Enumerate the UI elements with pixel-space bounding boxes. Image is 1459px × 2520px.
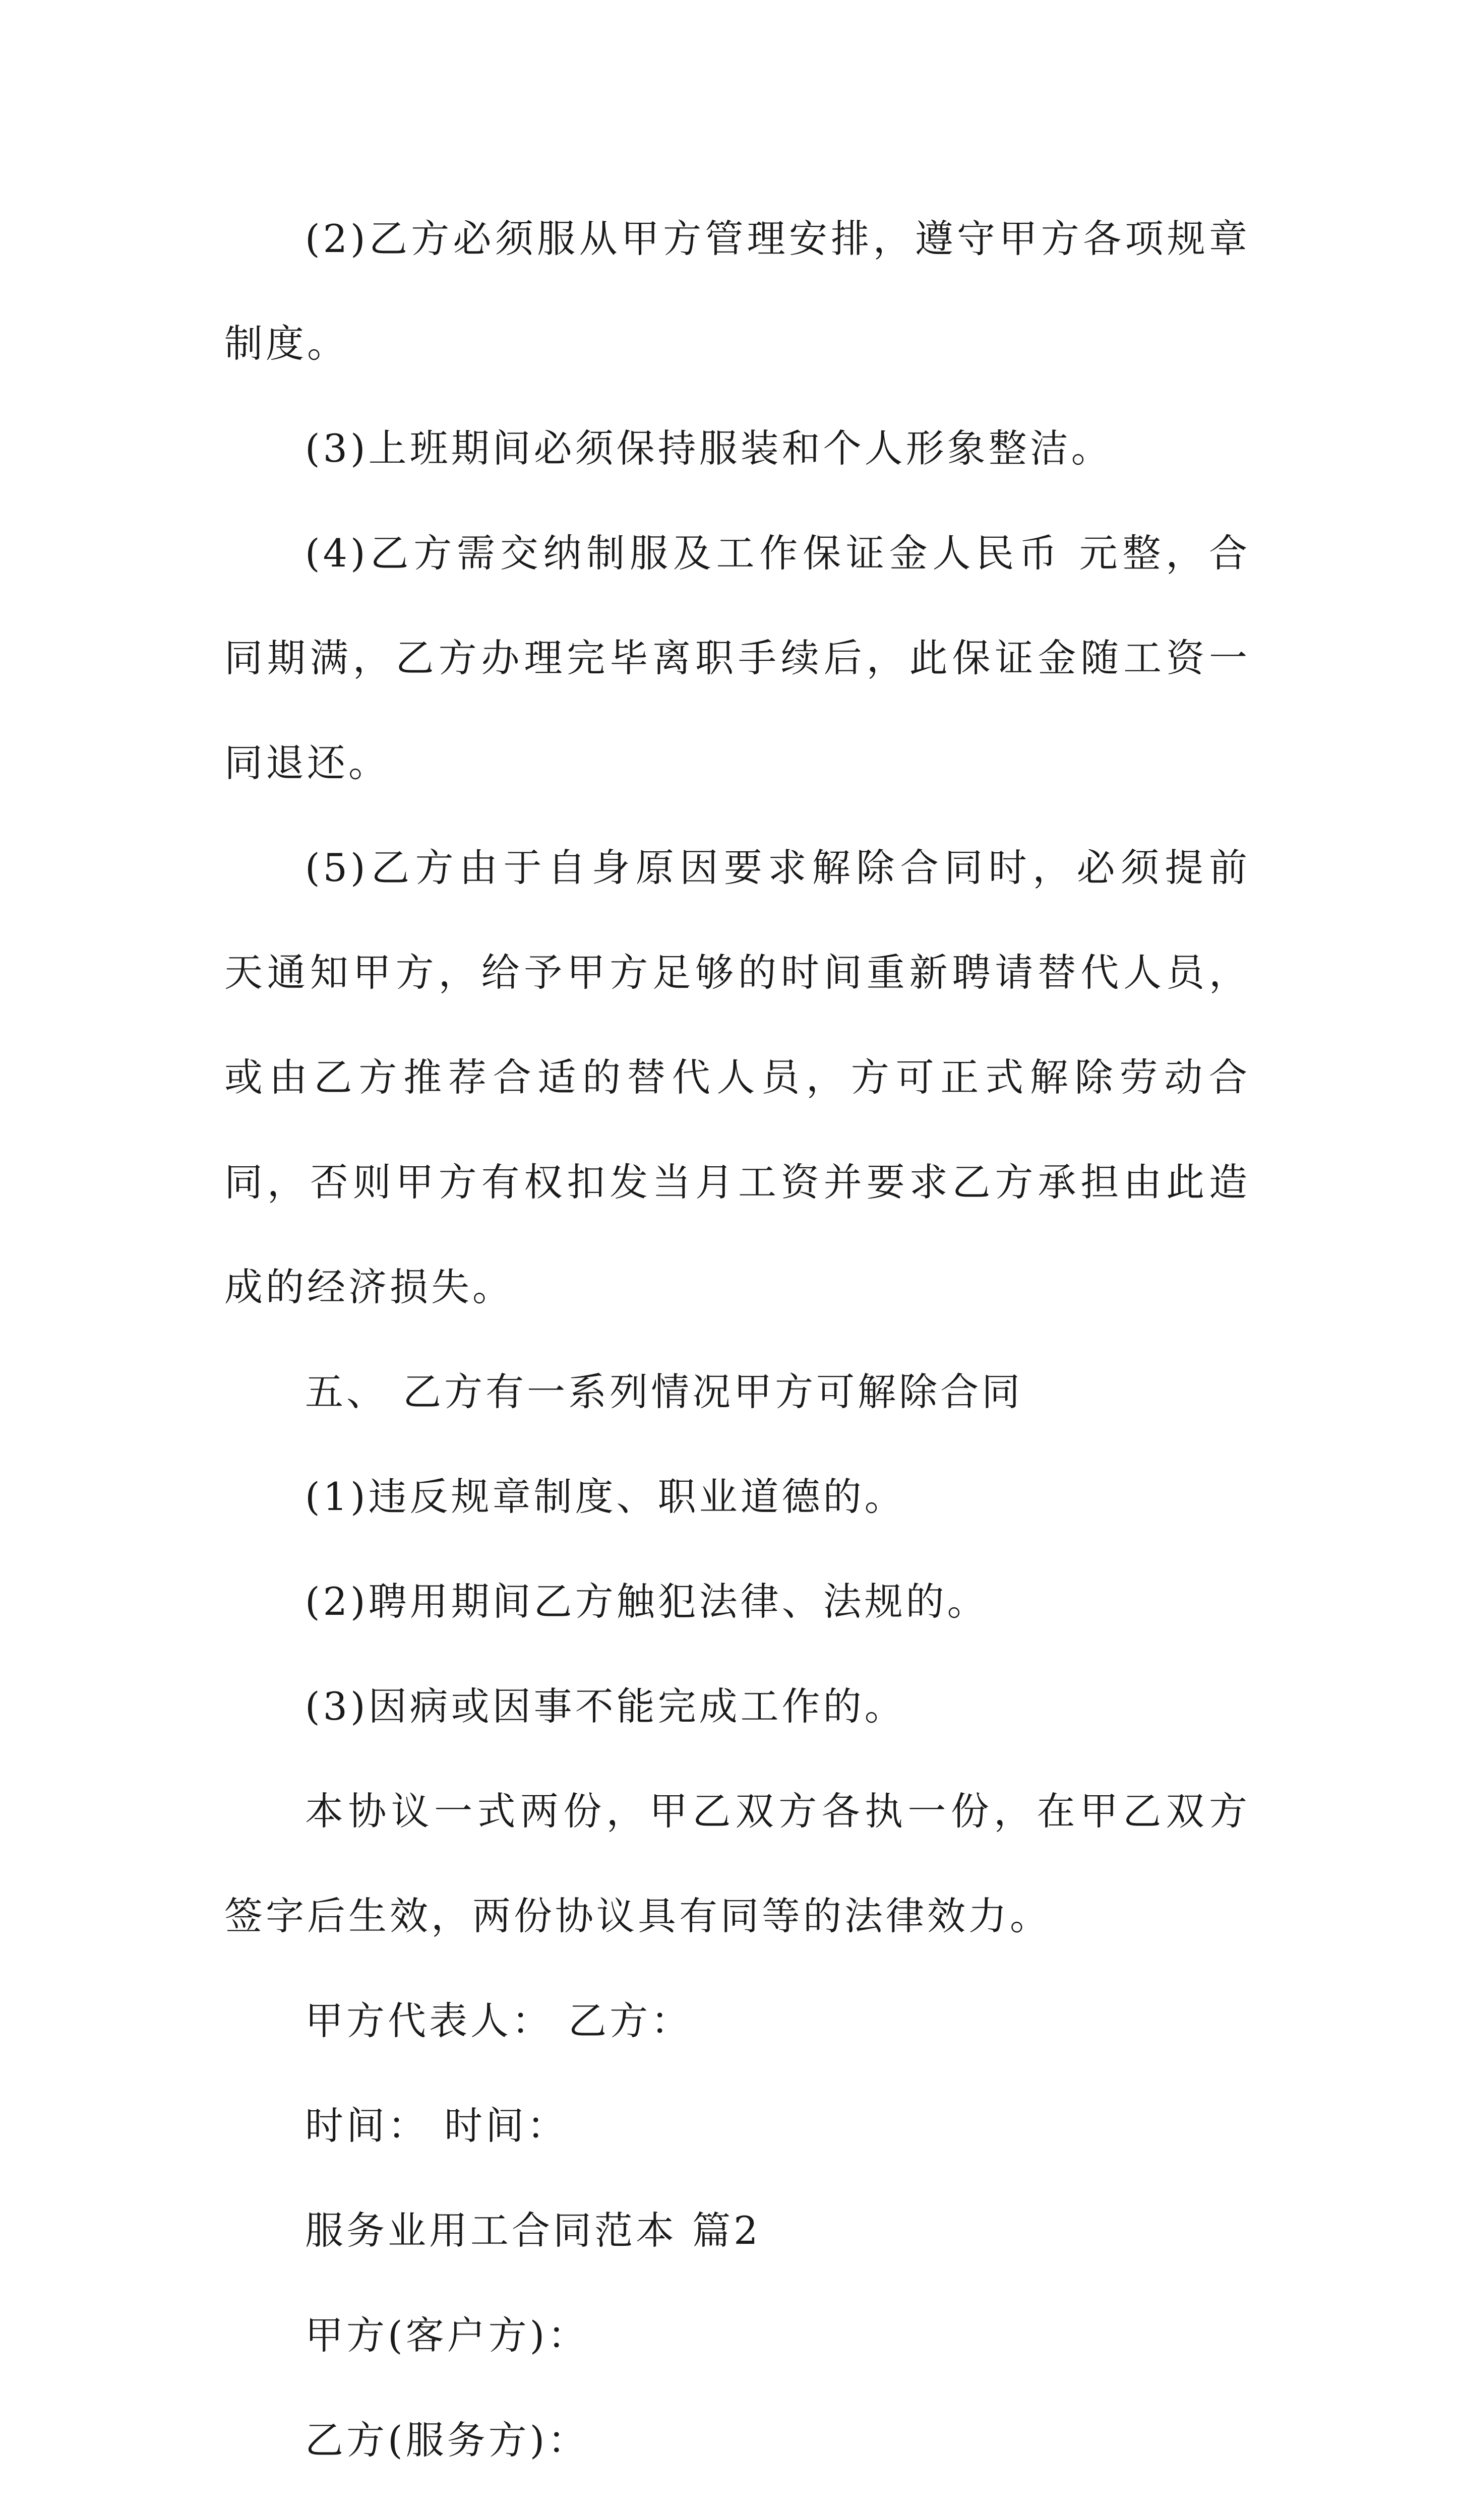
- paragraph-preamble: [224, 2493, 1250, 2520]
- document-body: [224, 186, 1266, 2520]
- paragraph-clause-4-2: (2)乙方必须服从甲方管理安排，遵守甲方各项规章制度。: [224, 216, 1250, 366]
- paragraph-agreement-copies: 本协议一式两份，甲乙双方各执一份，在甲乙双方签字后生效，两份协议具有同等的法律效力。: [224, 1789, 1250, 1938]
- paragraph-clause-5-1: (1)违反规章制度、职业道德的。: [305, 1474, 906, 1519]
- paragraph-clause-5-2: (2)聘用期间乙方触犯法律、法规的。: [305, 1579, 989, 1624]
- signature-line-representatives: 甲方代表人： 乙方：: [305, 1998, 693, 2043]
- paragraph-clause-4-5: (5)乙方由于自身原因要求解除合同时，必须提前 天通知甲方，给予甲方足够的时间重新聘请替代人员，或由乙方推荐合适的替代人员，方可正式解除劳动合同，否则甲方有权扣发当月工资并要求乙方承担由此造成的经济损失。: [224, 845, 1266, 1309]
- signature-line-dates: 时间： 时间：: [305, 2103, 569, 2148]
- paragraph-clause-5-3: (3)因病或因事不能完成工作的。: [305, 1684, 906, 1729]
- paragraph-clause-4-4: (4)乙方需交纳制服及工作保证金人民币 元整，合同期满，乙方办理完毕离职手续后，此保证金随工资一同退还。: [224, 531, 1250, 785]
- party-a-line: 甲方(客户方)：: [305, 2313, 589, 2358]
- paragraph-clause-4-3: (3)上班期间必须保持服装和个人形象整洁。: [305, 426, 1113, 471]
- section-heading-5: 五、 乙方有一系列情况甲方可解除合同: [305, 1369, 1023, 1414]
- party-b-line: 乙方(服务方)：: [305, 2418, 589, 2463]
- contract-title-part-2: 服务业用工合同范本 篇2: [305, 2208, 761, 2253]
